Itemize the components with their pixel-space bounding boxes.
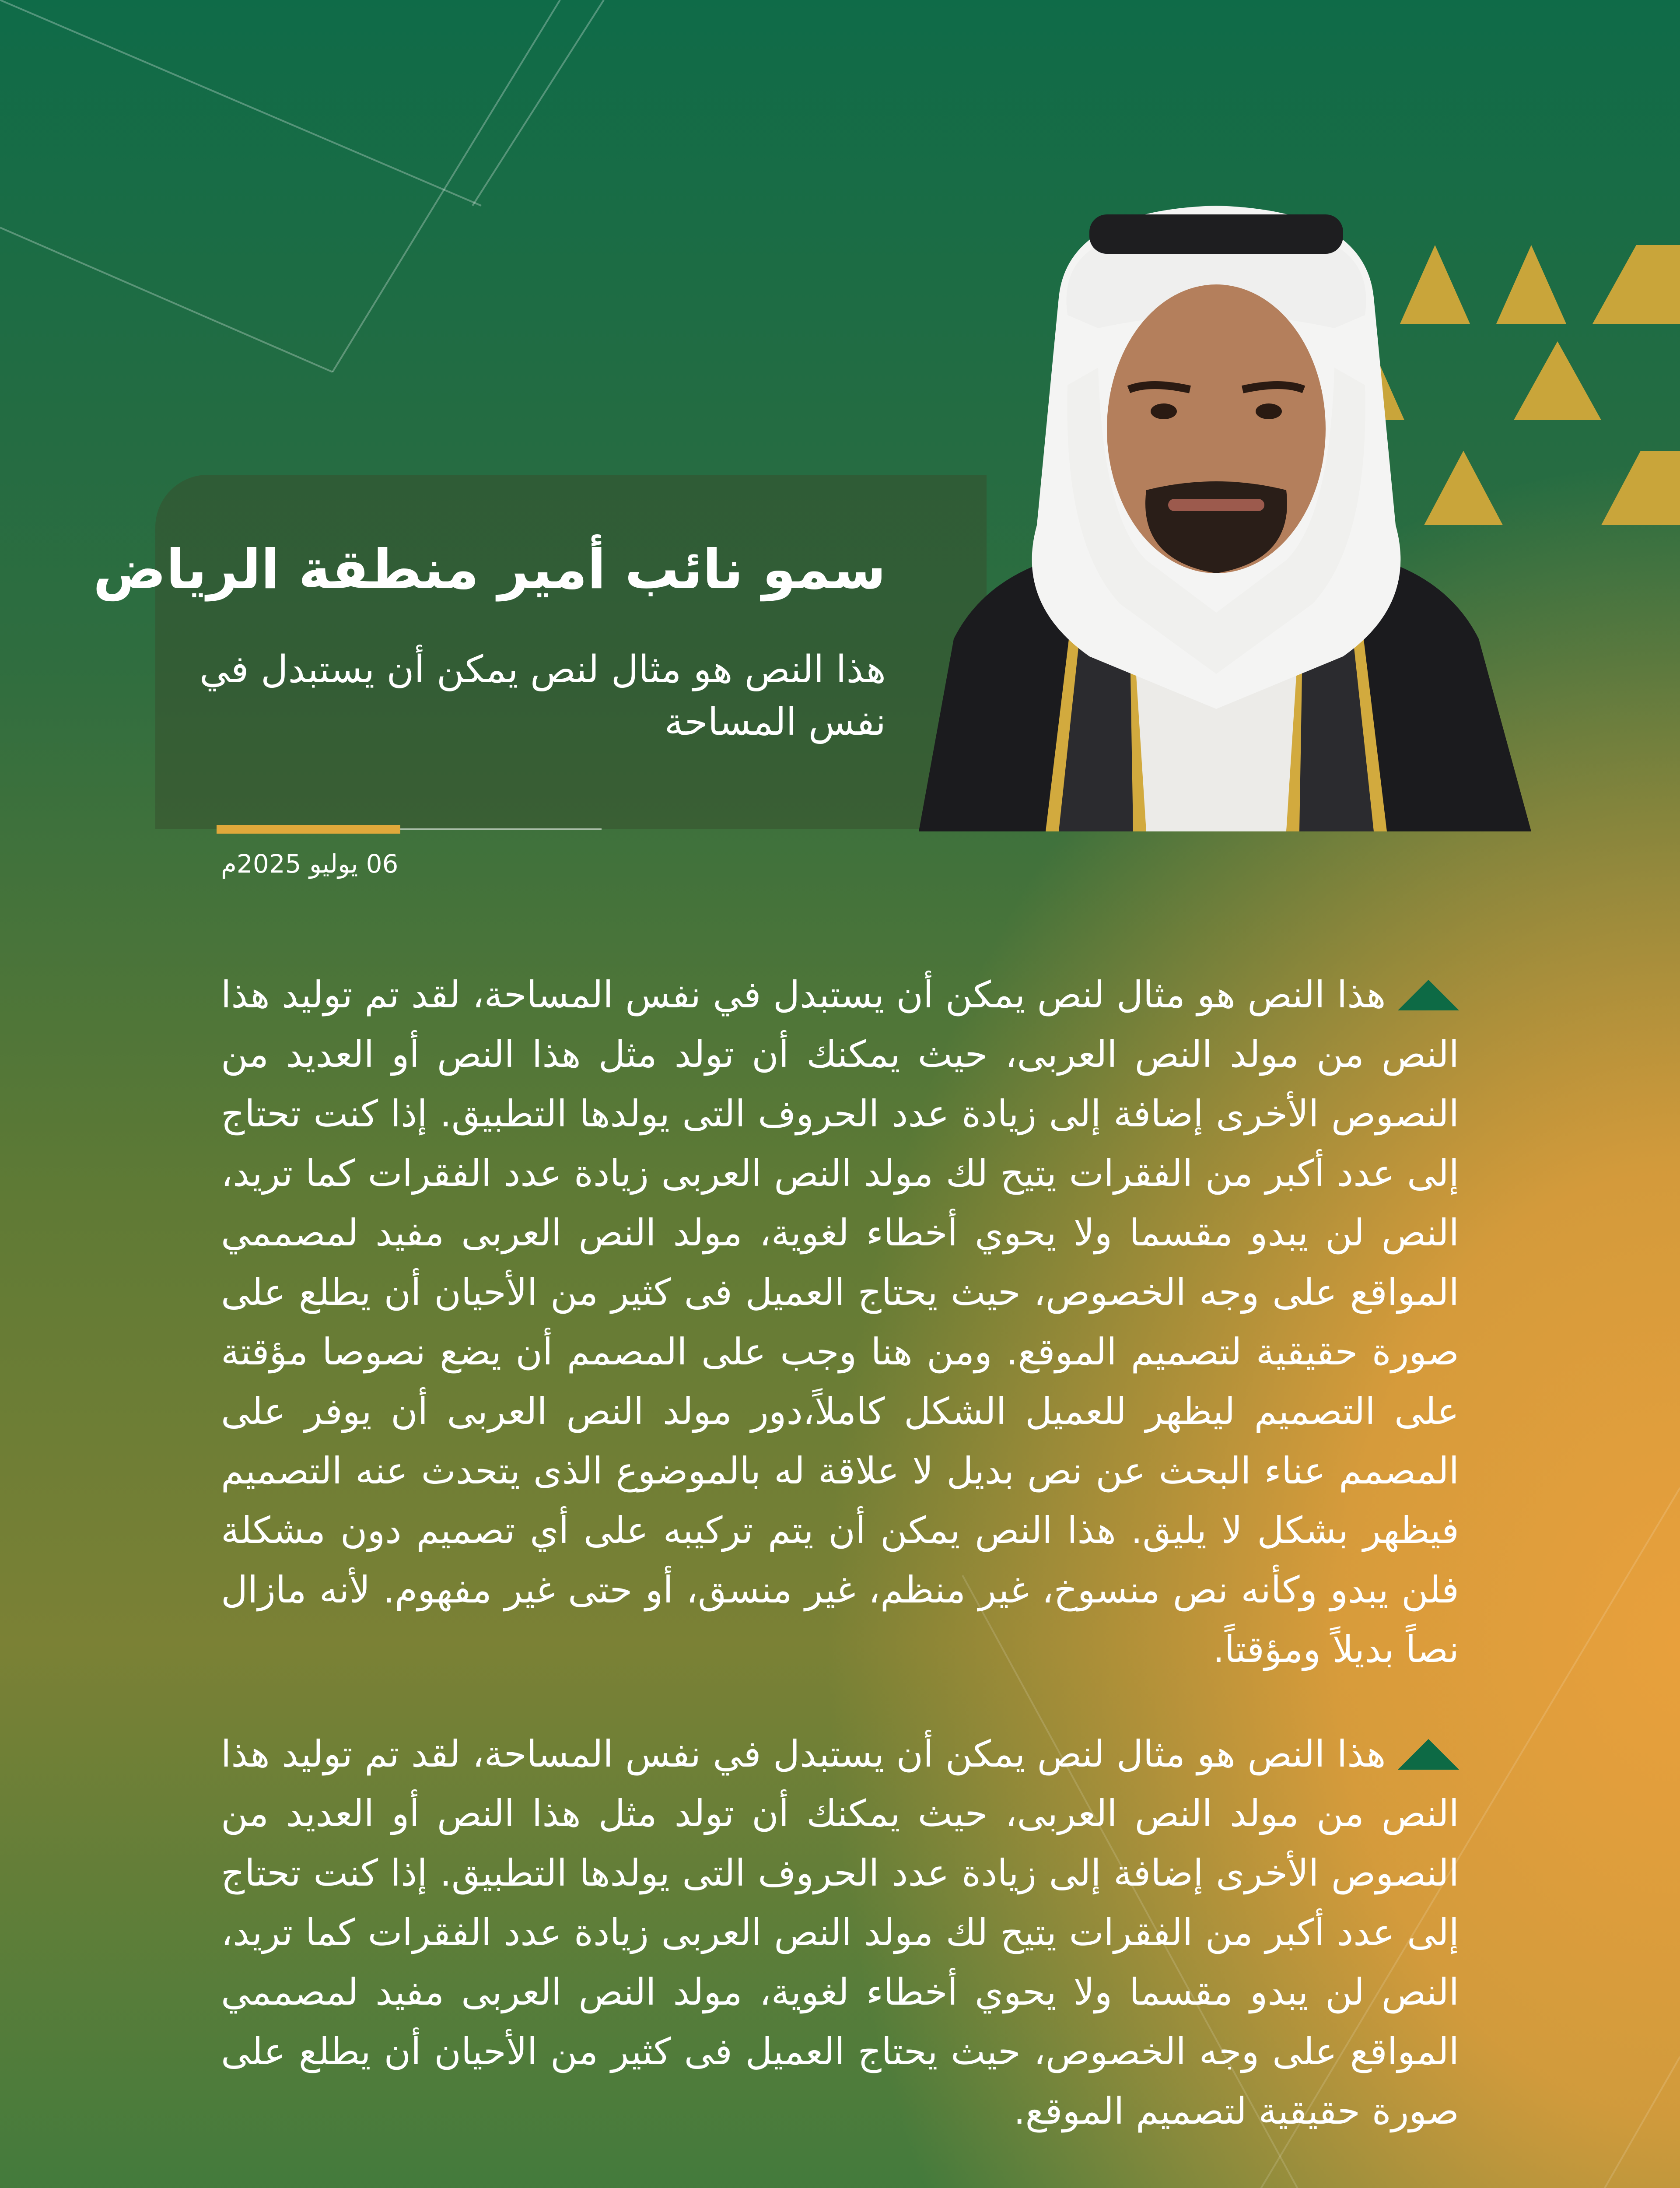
accent-bar <box>217 825 400 834</box>
page-subtitle: هذا النص هو مثال لنص يمكن أن يستبدل في نفس المساحة <box>199 648 886 744</box>
paragraph-text: هذا النص هو مثال لنص يمكن أن يستبدل في نفس المساحة، لقد تم توليد هذا النص من مولد النص العربى، حيث يمكنك أن تولد مثل هذا النص أو العديد من النصوص الأخرى إضافة إلى زيادة عدد الحروف التى يولدها التطبيق. إذا كنت تحتاج إلى عدد أكبر من الفقرات يتيح لك مولد النص العربى زيادة عدد الفقرات كما تريد، النص لن يبدو مقسما ولا يحوي أخطاء لغوية، مولد النص العربى مفيد لمصممي المواقع على وجه الخصوص، حيث يحتاج العميل فى كثير من الأحيان أن يطلع على صورة حقيقية لتصميم الموقع. ومن هنا وجب على المصمم أن يضع نصوصا مؤقتة على التصميم ليظهر للعميل الشكل كاملاً،دور مولد النص العربى أن يوفر على المصمم عناء البحث عن نص بديل لا علاقة له بالموضوع الذى يتحدث عنه التصميم فيظهر بشكل لا يليق. هذا النص يمكن أن يتم تركيبه على أي تصميم دون مشكلة فلن يبدو وكأنه نص منسوخ، غير منظم، غير منسق، أو حتى غير مفهوم. لأنه مازال نصاً بديلاً ومؤقتاً. <box>221 973 1459 1671</box>
page-title: سمو نائب أمير منطقة الرياض <box>93 538 886 601</box>
publish-date: 06 يوليو 2025م <box>221 849 399 879</box>
accent-line <box>400 828 602 830</box>
body-paragraph-3 <box>221 2186 1459 2188</box>
triangle-bullet-icon <box>1398 1739 1459 1774</box>
body-paragraph-2 <box>221 1724 1459 2141</box>
triangle-bullet-icon <box>1398 980 1459 1015</box>
prince-portrait <box>901 184 1531 831</box>
paragraph-text: هذا النص هو مثال لنص يمكن أن يستبدل في نفس المساحة، لقد تم توليد هذا النص من مولد النص العربى، حيث يمكنك أن تولد مثل هذا النص أو العديد من النصوص الأخرى إضافة إلى زيادة عدد الحروف التى يولدها التطبيق. إذا كنت تحتاج إلى عدد أكبر من الفقرات يتيح لك مولد النص العربى زيادة عدد الفقرات كما تريد، النص لن يبدو مقسما ولا يحوي أخطاء لغوية، مولد النص العربى مفيد لمصممي المواقع على وجه الخصوص، حيث يحتاج العميل فى كثير من الأحيان أن يطلع على صورة حقيقية لتصميم الموقع. <box>221 1732 1459 2132</box>
body-paragraph-1 <box>221 965 1459 1679</box>
